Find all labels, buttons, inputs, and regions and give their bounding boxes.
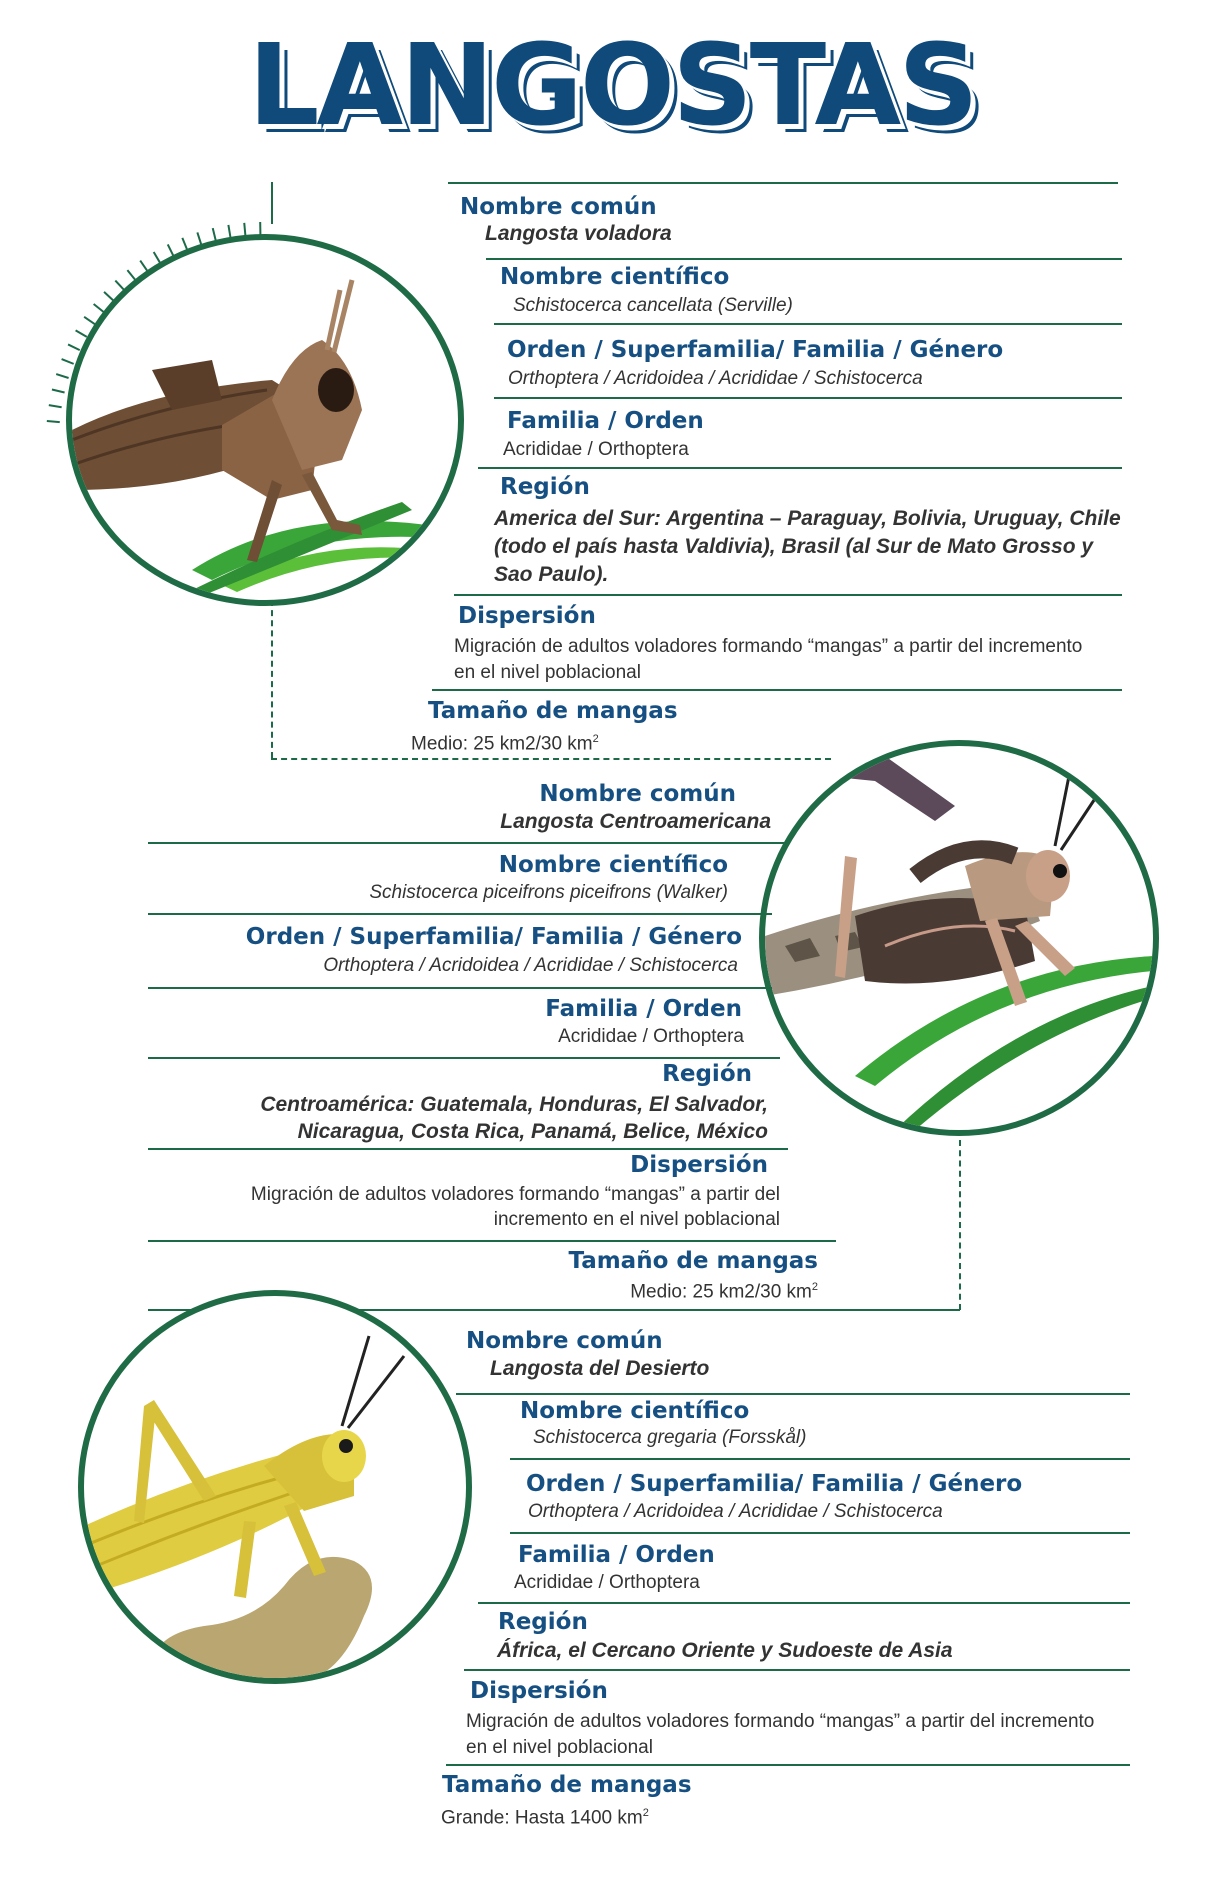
divider-line <box>494 323 1122 325</box>
divider-line <box>148 1240 836 1242</box>
tick-mark <box>56 374 68 378</box>
divider-line <box>486 258 1122 260</box>
divider-line <box>494 397 1122 399</box>
tamano-value: Grande: Hasta 1400 $km^2$ <box>441 1807 649 1829</box>
connector-dashed-line <box>271 758 831 760</box>
divider-line <box>478 467 1122 469</box>
divider-line <box>510 1458 1130 1460</box>
region-value-line1: Centroamérica: Guatemala, Honduras, El Salvador, <box>260 1093 768 1116</box>
dispersion-value-line1: Migración de adultos voladores formando “mangas” a partir del <box>250 1184 780 1205</box>
region-value: America del Sur: Argentina – Paraguay, Bolivia, Uruguay, Chile (todo el país hasta Valdivia), Brasil (al Sur de Mato Grosso y Sao Paulo). <box>494 507 1121 586</box>
tick-mark <box>49 405 62 407</box>
taxonomia-label: Orden / Superfamilia/ Familia / Género <box>245 924 742 950</box>
nombre-cientifico-value: Schistocerca gregaria (Forsskål) <box>533 1427 807 1448</box>
divider-line <box>454 594 1122 596</box>
locust-image-circle <box>759 740 1159 1136</box>
tamano-label: Tamaño de mangas <box>428 698 678 724</box>
tick-mark <box>52 389 65 392</box>
nombre-comun-value: Langosta del Desierto <box>490 1357 710 1380</box>
divider-line <box>148 1148 788 1150</box>
divider-line <box>148 842 788 844</box>
taxonomia-label: Orden / Superfamilia/ Familia / Género <box>526 1471 1023 1497</box>
taxonomia-value: Orthoptera / Acridoidea / Acrididae / Schistocerca <box>528 1501 943 1522</box>
region-label: Región <box>500 474 590 500</box>
familia-label: Familia / Orden <box>518 1542 715 1568</box>
taxonomia-value: Orthoptera / Acridoidea / Acrididae / Schistocerca <box>508 368 923 389</box>
nombre-comun-label: Nombre común <box>539 781 736 807</box>
connector-dashed-line <box>959 1140 961 1310</box>
region-value-line2: Nicaragua, Costa Rica, Panamá, Belice, México <box>297 1120 768 1143</box>
region-label: Región <box>498 1609 588 1635</box>
dispersion-value: Migración de adultos voladores formando “mangas” a partir del incremento en el nivel poblacional <box>466 1711 1095 1758</box>
divider-line <box>432 689 1122 691</box>
dispersion-label: Dispersión <box>630 1152 768 1178</box>
spotted-locust-icon <box>765 746 1153 1130</box>
tamano-value: Medio: 25 km2/30 $km^2$ <box>630 1281 818 1303</box>
dispersion-label: Dispersión <box>458 603 596 629</box>
taxonomia-label: Orden / Superfamilia/ Familia / Género <box>507 337 1004 363</box>
region-value: África, el Cercano Oriente y Sudoeste de Asia <box>497 1639 953 1662</box>
brown-locust-icon <box>72 240 458 600</box>
tamano-label: Tamaño de mangas <box>442 1772 692 1798</box>
tamano-value: Medio: 25 km2/30 $km^2$ <box>411 733 599 755</box>
divider-line <box>448 182 1118 184</box>
connector-line <box>271 182 273 224</box>
divider-line <box>446 1764 1130 1766</box>
dispersion-label: Dispersión <box>470 1678 608 1704</box>
familia-value: Acrididae / Orthoptera <box>514 1572 700 1593</box>
divider-line <box>148 987 772 989</box>
region-label: Región <box>662 1061 752 1087</box>
nombre-cientifico-label: Nombre científico <box>498 852 728 878</box>
locust-image-circle <box>78 1290 472 1684</box>
familia-label: Familia / Orden <box>545 996 742 1022</box>
tick-mark <box>47 421 60 422</box>
nombre-comun-value: Langosta Centroamericana <box>500 810 771 833</box>
familia-value: Acrididae / Orthoptera <box>558 1026 744 1047</box>
nombre-cientifico-value: Schistocerca piceifrons piceifrons (Walker) <box>369 882 728 903</box>
nombre-cientifico-label: Nombre científico <box>500 264 730 290</box>
divider-line <box>478 1602 1130 1604</box>
divider-line <box>148 1057 780 1059</box>
nombre-comun-label: Nombre común <box>466 1328 663 1354</box>
nombre-comun-label: Nombre común <box>460 194 657 220</box>
dispersion-value-line2: incremento en el nivel poblacional <box>493 1209 780 1230</box>
page-title: LANGOSTAS <box>248 21 976 151</box>
nombre-cientifico-label: Nombre científico <box>520 1398 750 1424</box>
familia-label: Familia / Orden <box>507 408 704 434</box>
yellow-locust-icon <box>84 1296 466 1678</box>
divider-line <box>456 1393 1130 1395</box>
taxonomia-value: Orthoptera / Acridoidea / Acrididae / Schistocerca <box>323 955 738 976</box>
familia-value: Acrididae / Orthoptera <box>503 439 689 460</box>
divider-line <box>464 1669 1130 1671</box>
nombre-cientifico-value: Schistocerca cancellata (Serville) <box>513 295 793 316</box>
divider-line <box>148 913 772 915</box>
connector-dashed-line <box>271 600 273 758</box>
tamano-label: Tamaño de mangas <box>568 1248 818 1274</box>
dispersion-value: Migración de adultos voladores formando “mangas” a partir del incremento en el nivel poblacional <box>454 636 1083 683</box>
divider-line <box>510 1532 1130 1534</box>
locust-image-circle <box>66 234 464 606</box>
nombre-comun-value: Langosta voladora <box>485 222 672 245</box>
